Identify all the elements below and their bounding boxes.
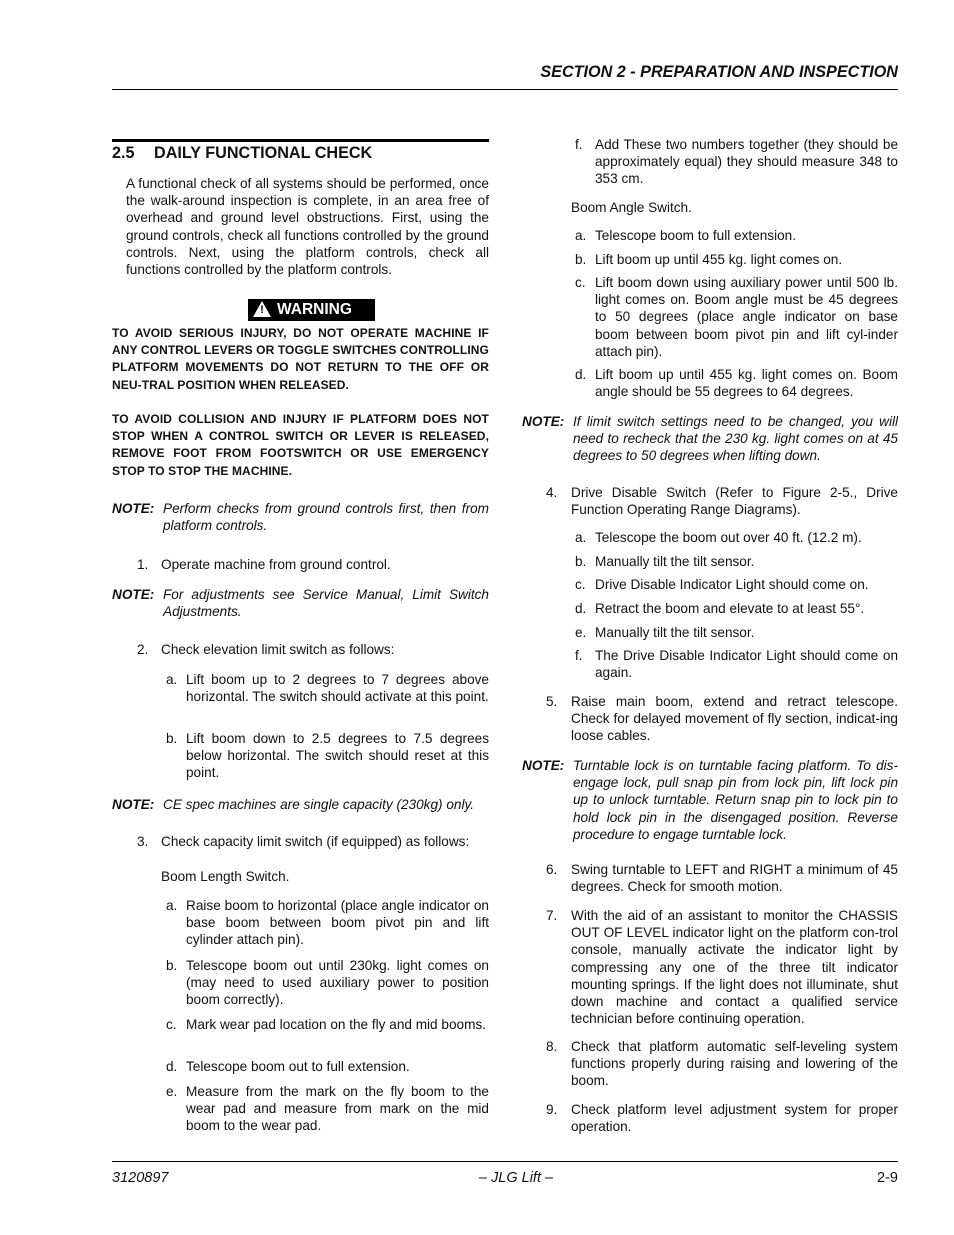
- page-number: 2-9: [877, 1170, 898, 1186]
- section-title: DAILY FUNCTIONAL CHECK: [154, 144, 373, 162]
- section-heading: [112, 145, 372, 162]
- note-4: NOTE: If limit switch settings need to be changed, you will need to recheck that the 230 kg. light comes on at 45 degrees to 50 degrees when lifting down.: [522, 414, 898, 464]
- boom-length-heading: Boom Length Switch.: [161, 869, 290, 884]
- note-2: NOTE: For adjustments see Service Manual, Limit Switch Adjustments.: [112, 587, 489, 620]
- note-label: NOTE:: [112, 501, 155, 516]
- note-3: NOTE: CE spec machines are single capacity (230kg) only.: [112, 797, 475, 812]
- footer-rule: [112, 1161, 898, 1162]
- warning-banner: ! WARNING: [248, 299, 375, 321]
- warning-label: WARNING: [277, 301, 352, 318]
- warning-text-2: TO AVOID COLLISION AND INJURY IF PLATFORM DOES NOT STOP WHEN A CONTROL SWITCH OR LEVER IS RELEASED, REMOVE FOOT FROM FOOTSWITCH OR USE EMERGENCY STOP TO STOP THE MACHINE.: [112, 412, 489, 478]
- section-rule: [112, 139, 489, 142]
- note-text: Perform checks from ground controls first, then from platform controls.: [163, 501, 489, 534]
- footer-brand: – JLG Lift –: [478, 1170, 554, 1186]
- note-5: NOTE: Turntable lock is on turntable facing platform. To dis-engage lock, pull snap pin from lock pin, lift lock pin up to unlock turntable. Return snap pin to lock pin to hold lock pin in the disengaged position. Reverse procedure to engage turntable lock.: [522, 758, 898, 842]
- intro-paragraph: A functional check of all systems should be performed, once the walk-around inspection is complete, in an area free of overhead and ground level obstructions. First, using the ground controls, check all functions controlled by the ground controls. Next, using the platform controls, check all functions controlled by the platform controls.: [126, 176, 489, 278]
- running-header: SECTION 2 - PREPARATION AND INSPECTION: [540, 63, 898, 81]
- note-1: [112, 500, 489, 536]
- warning-text-1: TO AVOID SERIOUS INJURY, DO NOT OPERATE MACHINE IF ANY CONTROL LEVERS OR TOGGLE SWITCHES CONTROLLING PLATFORM MOVEMENTS DO NOT RETURN TO THE OFF OR NEU-TRAL POSITION WHEN RELEASED.: [112, 326, 489, 392]
- section-number: 2.5: [112, 144, 135, 162]
- document-number: 3120897: [112, 1170, 169, 1186]
- boom-angle-heading: Boom Angle Switch.: [571, 200, 692, 215]
- header-rule: [112, 89, 898, 90]
